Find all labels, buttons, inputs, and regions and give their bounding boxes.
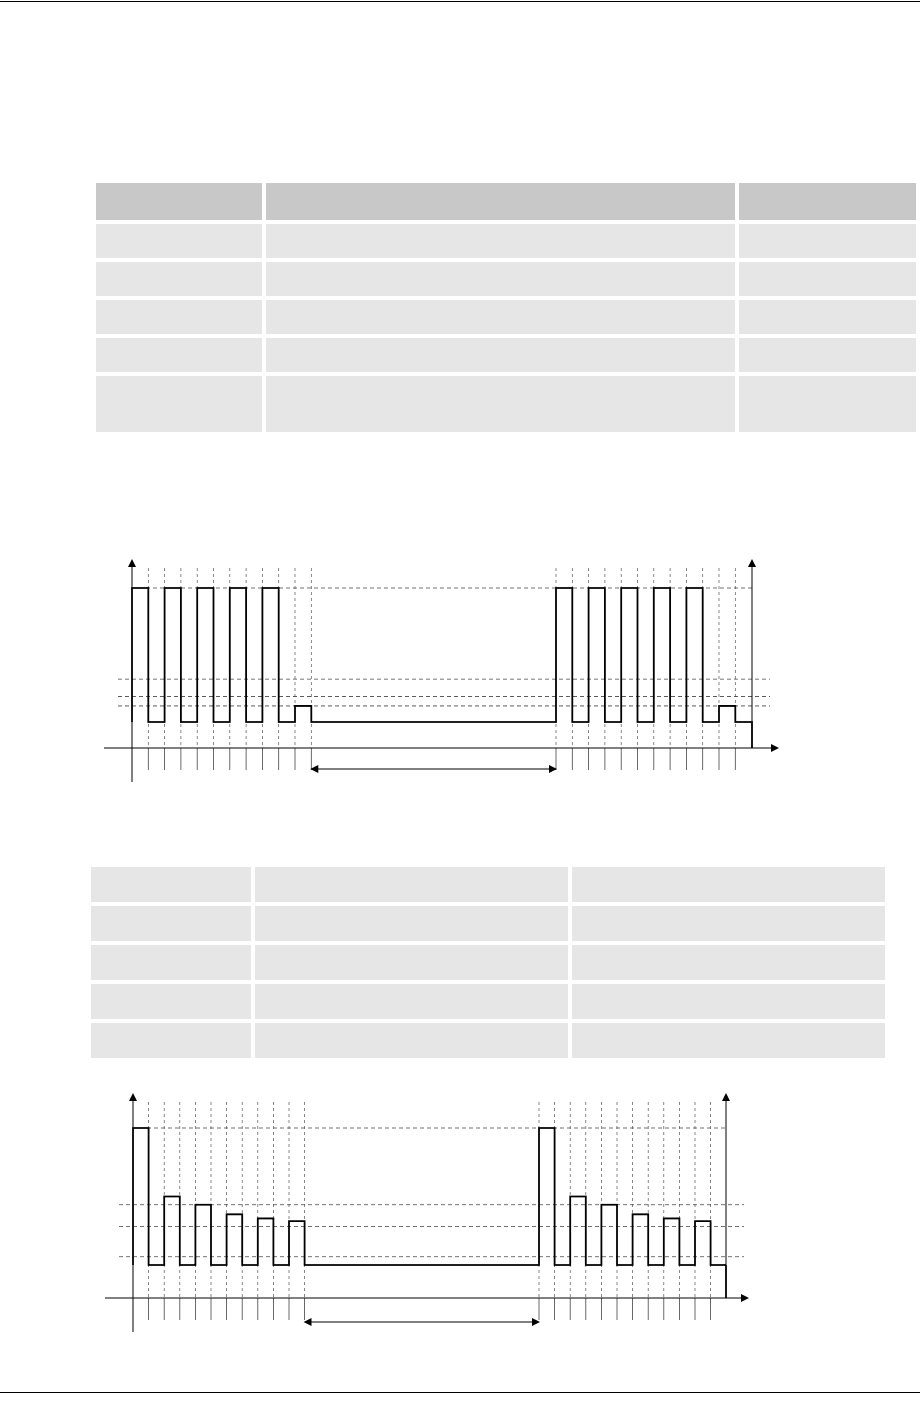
table-cell (255, 906, 568, 941)
table-header-row (96, 183, 916, 220)
table-cell (266, 300, 735, 334)
table-cell (739, 262, 916, 296)
table-cell (739, 224, 916, 258)
table-cell (572, 867, 885, 902)
table-cell (739, 300, 916, 334)
table-cell (91, 906, 251, 941)
table-cell (739, 376, 916, 432)
table-row (96, 376, 916, 432)
table-cell (255, 945, 568, 980)
table-cell (91, 867, 251, 902)
table-cell (266, 376, 735, 432)
table-row (91, 867, 885, 902)
signal-waveform (132, 588, 752, 748)
table-cell (255, 867, 568, 902)
table-cell (91, 945, 251, 980)
table-cell (266, 183, 735, 220)
bottom-rule (0, 1392, 920, 1393)
table-2 (87, 863, 889, 1062)
table-cell (572, 1023, 885, 1058)
table-row (91, 945, 885, 980)
table-cell (96, 300, 262, 334)
timing-diagram-1 (0, 540, 920, 790)
table-row (96, 262, 916, 296)
table-row (96, 224, 916, 258)
table-cell (91, 1023, 251, 1058)
table-cell (266, 338, 735, 372)
table-cell (96, 224, 262, 258)
table-cell (96, 262, 262, 296)
table-row (96, 300, 916, 334)
table-cell (266, 262, 735, 296)
table-cell (266, 224, 735, 258)
table-row (91, 906, 885, 941)
timing-diagram-2 (0, 1086, 920, 1346)
table-cell (739, 183, 916, 220)
table-cell (739, 338, 916, 372)
signal-waveform (133, 1128, 726, 1298)
table-cell (572, 984, 885, 1019)
table-cell (96, 183, 262, 220)
table-cell (255, 984, 568, 1019)
table-cell (96, 376, 262, 432)
table-row (91, 1023, 885, 1058)
table-cell (572, 906, 885, 941)
table-cell (91, 984, 251, 1019)
table-row (96, 338, 916, 372)
table-cell (96, 338, 262, 372)
top-rule (0, 1, 920, 2)
table-1 (92, 179, 920, 436)
table-row (91, 984, 885, 1019)
table-cell (255, 1023, 568, 1058)
table-cell (572, 945, 885, 980)
